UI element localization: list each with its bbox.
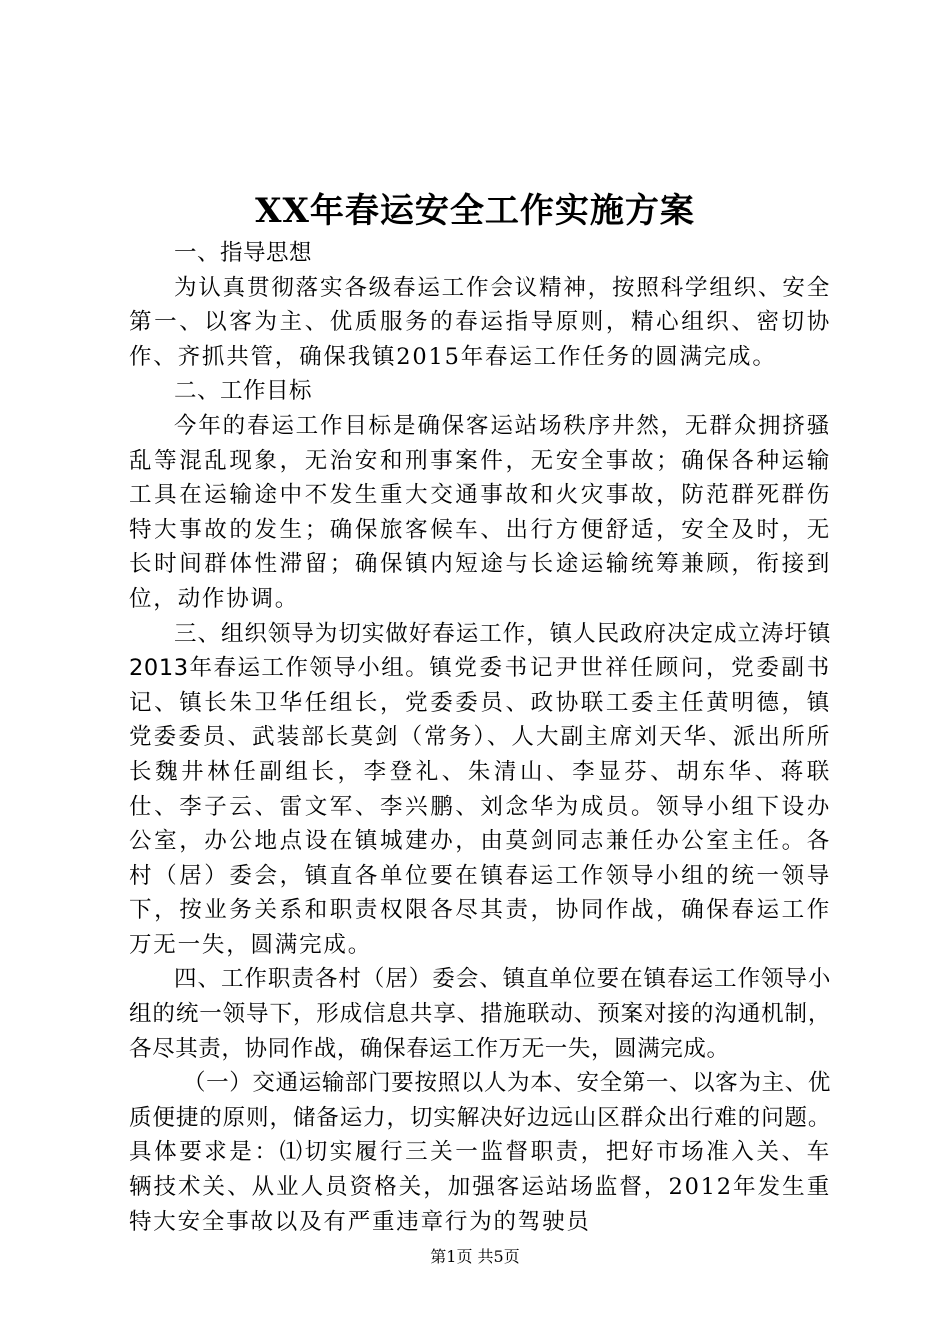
section-organization-text: 镇党委书记尹世祥任顾问，党委副书记、镇长朱卫华任组长，党委委员、政协联工委主任黄明德，镇党委委员、武装部长莫剑（常务）、人大副主席刘天华、派出所所长魏井林任副组长，李登礼、朱清山、李显芬、胡东华、蒋联仕、李子云、雷文军、李兴鹏、刘念华为成员。领导小组下设办公室，办公地点设在镇城建办，由莫剑同志兼任办公室主任。各村（居）委会，镇直各单位要在镇春运工作领导小组的统一领导下，按业务关系和职责权限各尽其责，协同作战，确保春运工作万无一失，圆满完成。 [129, 655, 831, 958]
section-transport-text: 具体要求是：⑴切实履行三关一监督职责，把好市场准入关、车辆技术关、从业人员资格关，加强客运站场监督，2012年发生重特大安全事故以及有严重违章行为的驾驶员 [129, 1139, 831, 1235]
section-transport-department [129, 1066, 831, 1239]
section-heading-work-goals: 二、工作目标 [174, 378, 313, 405]
document-title: XX年春运安全工作实施方案 [255, 191, 695, 231]
section-work-duties: 四、工作职责各村（居）委会、镇直单位要在镇春运工作领导小组的统一领导下，形成信息共享、措施联动、预案对接的沟通机制，各尽其责，协同作战，确保春运工作万无一失，圆满完成。 [129, 966, 831, 1062]
section-heading-guiding-thought: 一、指导思想 [174, 240, 313, 266]
section-organization-leadership [129, 617, 831, 963]
page-footer: 第1页 共5页 [430, 1247, 520, 1266]
section-transport-lead: （一）交通运输部门要按照以人为本、安全第一、以客为主、优质便捷的原则，储备运力，切实解决好边远山区群众出行难的问题。 [129, 1070, 831, 1131]
document-body [129, 236, 831, 1239]
section-text-guiding-thought: 为认真贯彻落实各级春运工作会议精神，按照科学组织、安全第一、以客为主、优质服务的春运指导原则，精心组织、密切协作、齐抓共管，确保我镇2015年春运工作任务的圆满完成。 [129, 274, 831, 370]
section-text-work-goals: 今年的春运工作目标是确保客运站场秩序井然，无群众拥挤骚乱等混乱现象，无治安和刑事案件，无安全事故；确保各种运输工具在运输途中不发生重大交通事故和火灾事故，防范群死群伤特大事故的发生；确保旅客候车、出行方便舒适，安全及时，无长时间群体性滞留；确保镇内短途与长途运输统筹兼顾，衔接到位，动作协调。 [129, 412, 831, 612]
section-organization-lead: 三、组织领导为切实做好春运工作，镇人民政府决定成立涛圩镇2013年春运工作领导小组。 [129, 620, 831, 682]
